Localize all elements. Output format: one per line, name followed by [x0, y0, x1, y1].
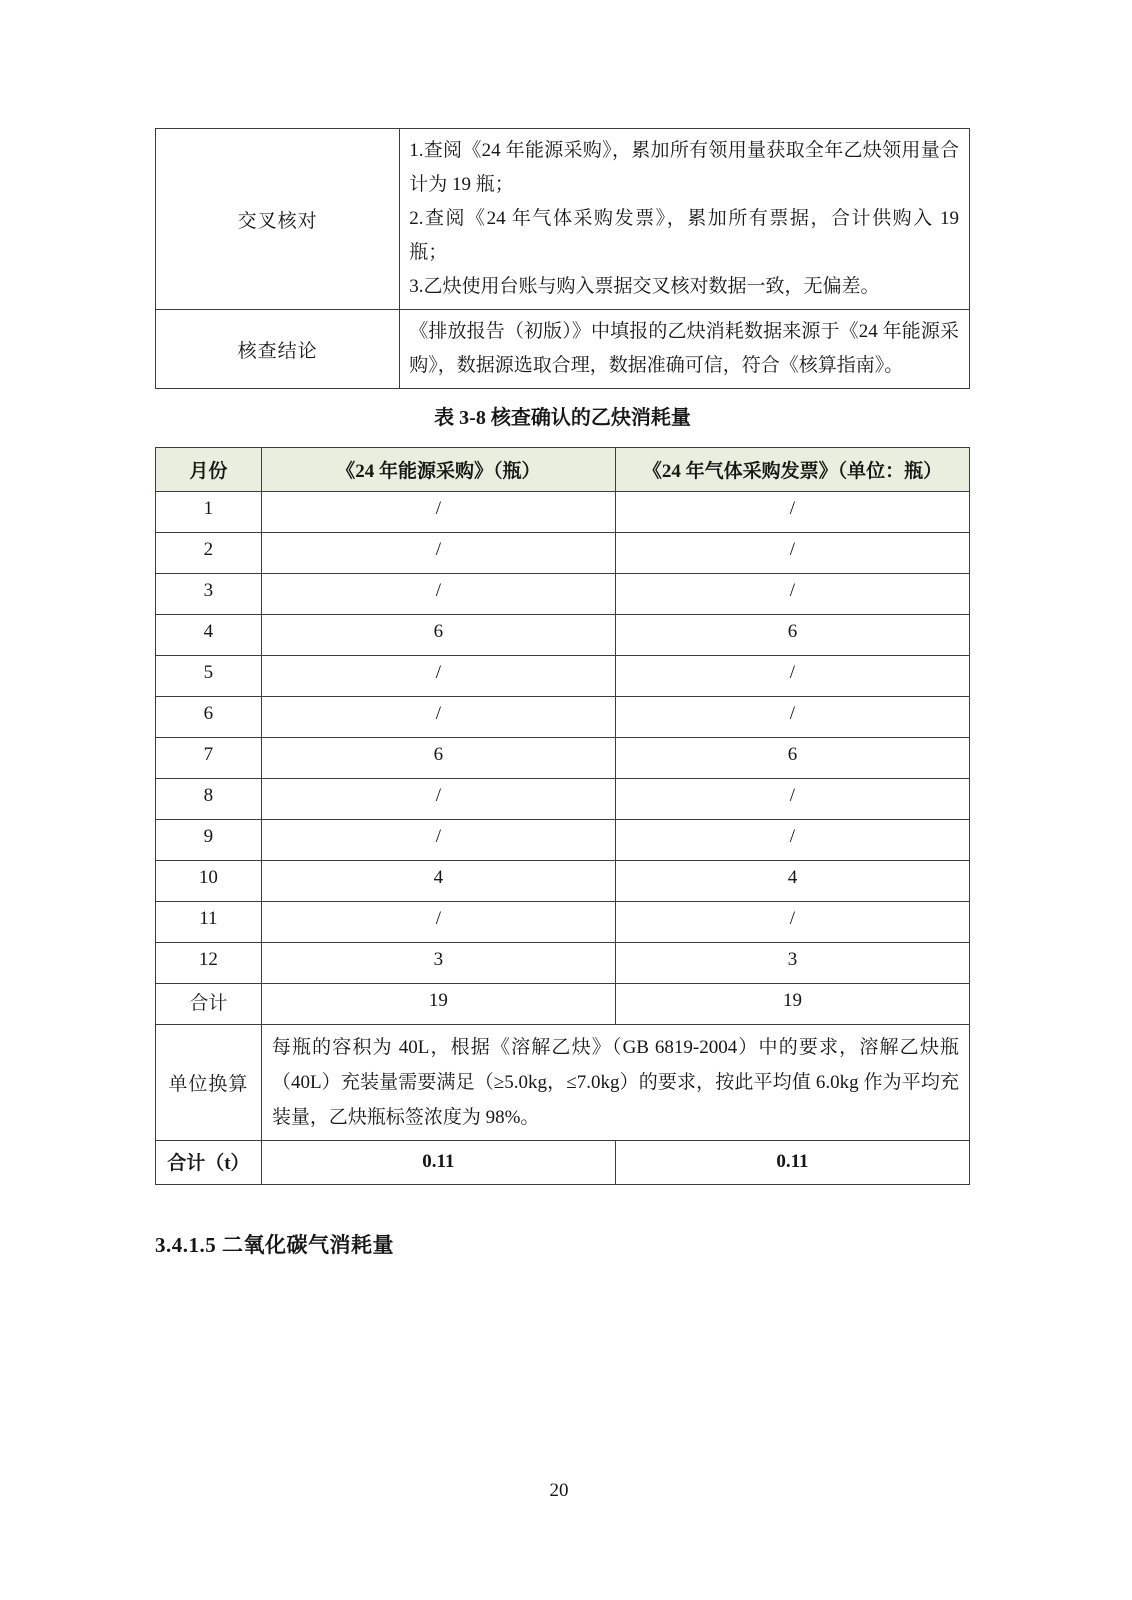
month-cell: 9 [156, 820, 262, 861]
value-cell: / [615, 697, 969, 738]
month-row [156, 779, 970, 820]
total-tonnes-row [156, 1141, 970, 1185]
value-cell: / [261, 533, 615, 574]
value-cell: 4 [615, 861, 969, 902]
month-row [156, 697, 970, 738]
value-cell: 3 [261, 943, 615, 984]
month-row [156, 943, 970, 984]
total-tonnes-energy: 0.11 [261, 1141, 615, 1185]
value-cell: / [615, 820, 969, 861]
page-content [155, 0, 970, 1259]
conversion-label: 单位换算 [156, 1025, 262, 1141]
month-row [156, 574, 970, 615]
total-tonnes-invoice: 0.11 [615, 1141, 969, 1185]
month-cell: 10 [156, 861, 262, 902]
header-gas-invoice: 《24 年气体采购发票》（单位：瓶） [615, 448, 969, 492]
value-cell: 6 [615, 738, 969, 779]
consumption-table [155, 447, 970, 1185]
conclusion-label: 核查结论 [156, 310, 400, 389]
conclusion-row [156, 310, 970, 389]
value-cell: / [261, 492, 615, 533]
cross-check-label: 交叉核对 [156, 129, 400, 310]
value-cell: / [261, 820, 615, 861]
value-cell: / [615, 656, 969, 697]
month-cell: 1 [156, 492, 262, 533]
month-row [156, 902, 970, 943]
value-cell: 6 [261, 615, 615, 656]
month-row [156, 533, 970, 574]
month-cell: 6 [156, 697, 262, 738]
cross-check-content [400, 129, 970, 310]
month-cell: 7 [156, 738, 262, 779]
value-cell: / [615, 902, 969, 943]
month-row [156, 861, 970, 902]
value-cell: 6 [261, 738, 615, 779]
total-label: 合计 [156, 984, 262, 1025]
month-row [156, 492, 970, 533]
month-cell: 8 [156, 779, 262, 820]
section-heading: 3.4.1.5 二氧化碳气消耗量 [155, 1233, 394, 1257]
month-row [156, 656, 970, 697]
conversion-content: 每瓶的容积为 40L，根据《溶解乙炔》（GB 6819-2004）中的要求，溶解乙炔瓶（40L）充装量需要满足（≥5.0kg，≤7.0kg）的要求，按此平均值 6.0kg 作为平均充装量，乙炔瓶标签浓度为 98%。 [261, 1025, 969, 1141]
value-cell: 3 [615, 943, 969, 984]
value-cell: / [261, 656, 615, 697]
value-cell: 4 [261, 861, 615, 902]
value-cell: / [615, 779, 969, 820]
header-row [156, 448, 970, 492]
month-row [156, 738, 970, 779]
header-energy-purchase: 《24 年能源采购》（瓶） [261, 448, 615, 492]
value-cell: / [615, 533, 969, 574]
value-cell: / [261, 697, 615, 738]
month-row [156, 820, 970, 861]
month-row [156, 615, 970, 656]
total-value-invoice: 19 [615, 984, 969, 1025]
month-cell: 2 [156, 533, 262, 574]
cross-check-row [156, 129, 970, 310]
month-cell: 4 [156, 615, 262, 656]
month-cell: 11 [156, 902, 262, 943]
value-cell: / [261, 902, 615, 943]
total-row [156, 984, 970, 1025]
cross-check-item-2: 2.查阅《24 年气体采购发票》，累加所有票据，合计供购入 19 瓶； [409, 208, 959, 263]
header-month: 月份 [156, 448, 262, 492]
month-cell: 3 [156, 574, 262, 615]
conversion-row [156, 1025, 970, 1141]
total-tonnes-label: 合计（t） [156, 1141, 262, 1185]
month-cell: 5 [156, 656, 262, 697]
cross-check-item-1: 1.查阅《24 年能源采购》，累加所有领用量获取全年乙炔领用量合计为 19 瓶； [409, 140, 959, 195]
total-value-energy: 19 [261, 984, 615, 1025]
page-number: 20 [549, 1480, 569, 1501]
cross-check-table [155, 128, 970, 389]
table-title: 表 3-8 核查确认的乙炔消耗量 [434, 407, 691, 429]
conclusion-content: 《排放报告（初版）》中填报的乙炔消耗数据来源于《24 年能源采购》，数据源选取合理，数据准确可信，符合《核算指南》。 [400, 310, 970, 389]
value-cell: / [615, 492, 969, 533]
value-cell: / [261, 574, 615, 615]
cross-check-item-3: 3.乙炔使用台账与购入票据交叉核对数据一致，无偏差。 [409, 276, 880, 297]
value-cell: 6 [615, 615, 969, 656]
month-cell: 12 [156, 943, 262, 984]
value-cell: / [261, 779, 615, 820]
value-cell: / [615, 574, 969, 615]
